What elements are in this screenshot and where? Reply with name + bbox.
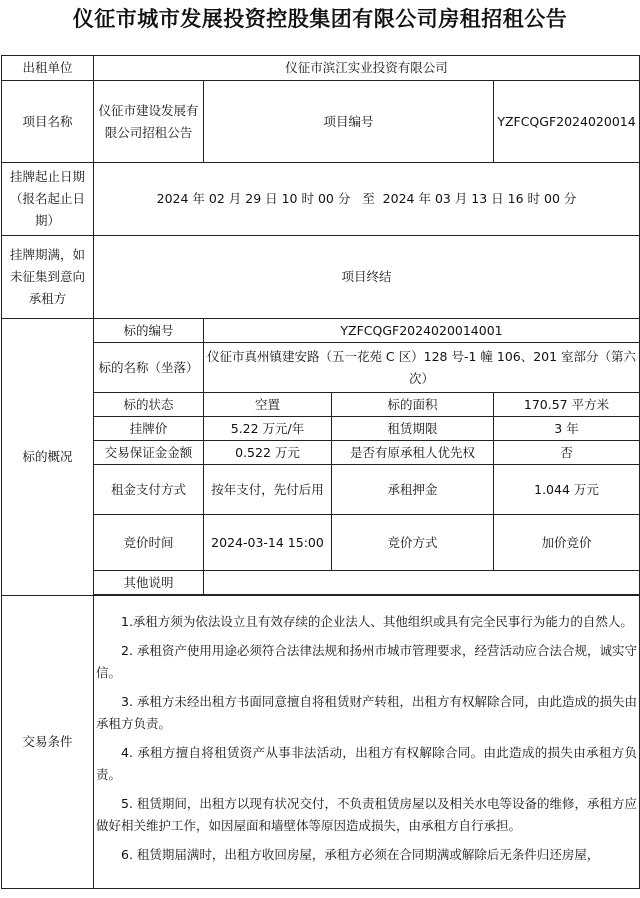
status-value: 空置 [204, 393, 332, 417]
deposit-label: 交易保证金金额 [94, 441, 204, 465]
payment-label: 租金支付方式 [94, 465, 204, 515]
area-value: 170.57 平方米 [494, 393, 640, 417]
other-label: 其他说明 [94, 571, 204, 595]
terms-clause-6: 6. 租赁期届满时，出租方收回房屋，承租方必须在合同期满或解除后无条件归还房屋， [121, 847, 600, 862]
bid-time-value: 2024-03-14 15:00 [204, 515, 332, 571]
terms-clause-5: 5. 租赁期间，出租方以现有状况交付，不负责租赁房屋以及相关水电等设备的维修，承租方应做好相关维护工作，如因屋面和墙壁体等原因造成损失，由承租方自行承担。 [96, 796, 638, 833]
security-label: 承租押金 [332, 465, 494, 515]
term-value: 3 年 [494, 417, 640, 441]
item-name-label: 标的名称（坐落） [94, 343, 204, 393]
status-row [2, 393, 640, 417]
project-name-value: 仪征市建设发展有限公司招租公告 [94, 81, 204, 163]
other-row [2, 571, 640, 595]
deposit-row [2, 441, 640, 465]
expiry-value: 项目终结 [94, 236, 640, 319]
bid-method-value: 加价竞价 [494, 515, 640, 571]
price-value: 5.22 万元/年 [204, 417, 332, 441]
bid-row [2, 515, 640, 571]
priority-value: 否 [494, 441, 640, 465]
terms-clause-2: 2. 承租资产使用用途必须符合法律法规和扬州市城市管理要求，经营活动应合法合规，诚实守信。 [96, 643, 638, 680]
area-label: 标的面积 [332, 393, 494, 417]
terms-row [2, 596, 640, 889]
project-code-value: YZFCQGF2024020014 [494, 81, 640, 163]
terms-clause-1: 1.承租方须为依法设立且有效存续的企业法人、其他组织或具有完全民事行为能力的自然人。 [121, 614, 633, 629]
payment-row [2, 465, 640, 515]
bid-time-label: 竞价时间 [94, 515, 204, 571]
lessor-value: 仪征市滨江实业投资有限公司 [94, 56, 640, 81]
other-value [204, 571, 640, 595]
item-code-label: 标的编号 [94, 319, 204, 343]
item-name-value: 仪征市真州镇建安路（五一花苑 C 区）128 号-1 幢 106、201 室部分（第六次） [204, 343, 640, 393]
payment-value: 按年支付，先付后用 [204, 465, 332, 515]
terms-clause-3: 3. 承租方未经出租方书面同意擅自将租赁财产转租，出租方有权解除合同，由此造成的损失由承租方负责。 [96, 694, 638, 731]
terms-label: 交易条件 [2, 596, 94, 889]
page-title: 仪征市城市发展投资控股集团有限公司房租招租公告 [72, 7, 568, 31]
expiry-row [2, 236, 640, 319]
item-code-value: YZFCQGF2024020014001 [204, 319, 640, 343]
item-name-row [2, 343, 640, 393]
deposit-value: 0.522 万元 [204, 441, 332, 465]
listing-period-value: 2024 年 02 月 29 日 10 时 00 分 至 2024 年 03 月 13 日 16 时 00 分 [94, 163, 640, 236]
project-code-label: 项目编号 [204, 81, 494, 163]
item-code-row [2, 319, 640, 343]
lessor-label: 出租单位 [2, 56, 94, 81]
status-label: 标的状态 [94, 393, 204, 417]
security-value: 1.044 万元 [494, 465, 640, 515]
price-row [2, 417, 640, 441]
listing-period-row [2, 163, 640, 236]
overview-label: 标的概况 [2, 319, 94, 596]
bid-method-label: 竞价方式 [332, 515, 494, 571]
expiry-label: 挂牌期满，如未征集到意向承租方 [2, 236, 94, 319]
notice-table [1, 55, 640, 889]
listing-period-label: 挂牌起止日期（报名起止日期） [2, 163, 94, 236]
project-name-label: 项目名称 [2, 81, 94, 163]
term-label: 租赁期限 [332, 417, 494, 441]
terms-content [94, 596, 640, 889]
lessor-row [2, 56, 640, 81]
priority-label: 是否有原承租人优先权 [332, 441, 494, 465]
terms-clause-4: 4. 承租方擅自将租赁资产从事非法活动，出租方有权解除合同。由此造成的损失由承租方负责。 [96, 745, 638, 782]
price-label: 挂牌价 [94, 417, 204, 441]
project-row [2, 81, 640, 163]
